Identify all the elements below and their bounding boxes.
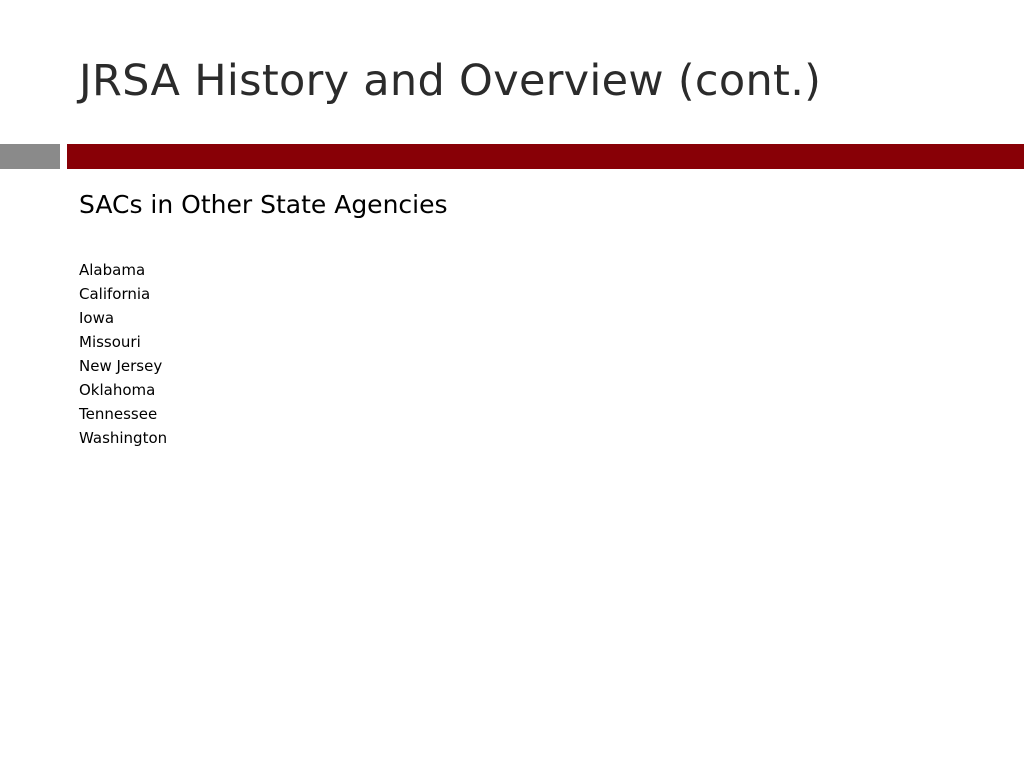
list-item: Oklahoma xyxy=(79,381,156,399)
list-item: California xyxy=(79,285,151,303)
list-item: Missouri xyxy=(79,333,141,351)
slide-title: JRSA History and Overview (cont.) xyxy=(79,56,822,106)
section-heading: SACs in Other State Agencies xyxy=(79,190,448,219)
decorative-gray-bar xyxy=(0,144,60,169)
list-item: Alabama xyxy=(79,261,146,279)
list-item: Iowa xyxy=(79,309,115,327)
list-item: Washington xyxy=(79,429,168,447)
list-item: New Jersey xyxy=(79,357,163,375)
state-list xyxy=(79,258,167,450)
decorative-red-bar xyxy=(67,144,1024,169)
list-item: Tennessee xyxy=(79,405,158,423)
